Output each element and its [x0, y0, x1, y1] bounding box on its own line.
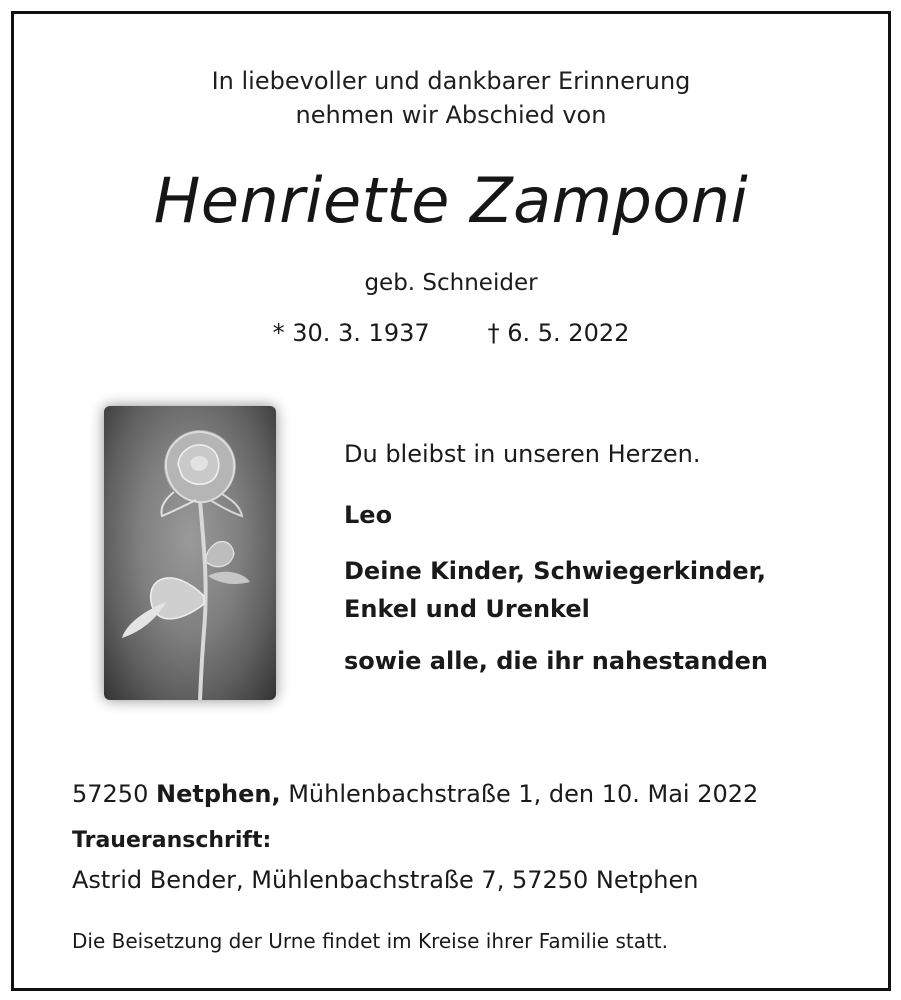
remembrance-message: Du bleibst in unseren Herzen.	[344, 440, 701, 468]
birth-date: * 30. 3. 1937	[272, 319, 430, 347]
rose-icon	[104, 406, 276, 700]
maiden-name: geb. Schneider	[364, 270, 538, 296]
intro-line-2: nehmen wir Abschied von	[295, 101, 607, 129]
street-and-date: Mühlenbachstraße 1, den 10. Mai 2022	[280, 780, 759, 808]
condolence-address: Astrid Bender, Mühlenbachstraße 7, 57250 Netphen	[72, 866, 699, 894]
family-line-2: Enkel und Urenkel	[344, 595, 590, 623]
funeral-note: Die Beisetzung der Urne findet im Kreise ihrer Familie statt.	[72, 929, 669, 953]
obituary-frame	[11, 11, 891, 991]
condolence-address-label: Traueranschrift:	[72, 828, 272, 853]
family-members	[344, 552, 848, 628]
life-dates	[14, 316, 888, 350]
place-and-date	[72, 778, 848, 810]
city: Netphen,	[156, 780, 281, 808]
deceased-name: Henriette Zamponi	[153, 164, 749, 237]
postcode: 57250	[72, 780, 149, 808]
family-line-1: Deine Kinder, Schwiegerkinder,	[344, 557, 767, 585]
death-date: † 6. 5. 2022	[487, 319, 630, 347]
other-mourners: sowie alle, die ihr nahestanden	[344, 647, 768, 675]
intro-line-1: In liebevoller und dankbarer Erinnerung	[211, 67, 691, 95]
intro-text	[14, 64, 888, 132]
partner-name: Leo	[344, 501, 393, 529]
rose-photo	[104, 406, 276, 700]
